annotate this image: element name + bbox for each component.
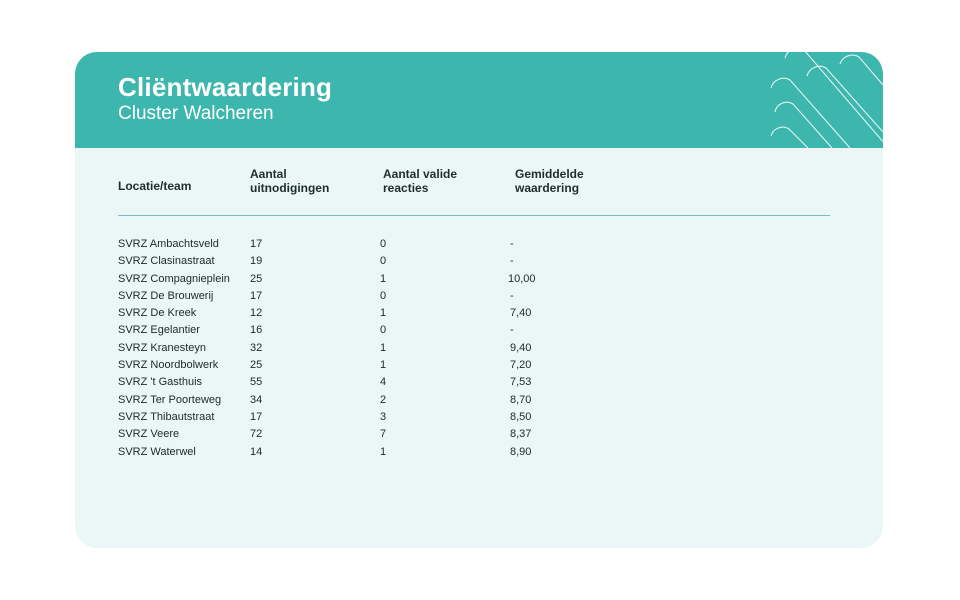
cell-invitations: 17 — [250, 410, 263, 423]
cell-responses: 4 — [380, 376, 387, 389]
cell-invitations: 34 — [250, 393, 263, 406]
cell-invitations: 25 — [250, 359, 263, 372]
cell-rating: 7,53 — [510, 376, 532, 389]
table-row — [75, 341, 883, 358]
header-divider — [118, 215, 830, 216]
cell-invitations: 17 — [250, 238, 263, 250]
cell-invitations: 12 — [250, 307, 263, 320]
cell-location: SVRZ Ter Poorteweg — [118, 393, 222, 406]
cell-invitations: 16 — [250, 324, 263, 337]
cell-location: SVRZ 't Gasthuis — [118, 376, 203, 389]
cell-invitations: 32 — [250, 341, 263, 354]
column-header-rating-line2: waardering — [515, 181, 580, 195]
table-row — [75, 427, 883, 444]
cell-responses: 0 — [380, 255, 387, 268]
cell-responses: 1 — [380, 272, 387, 285]
cell-responses: 1 — [380, 341, 387, 354]
table-row — [75, 254, 883, 271]
column-header-responses-line1: Aantal valide — [383, 167, 458, 181]
cell-responses: 0 — [380, 238, 387, 250]
column-header-invitations-line1: Aantal — [250, 167, 287, 181]
cell-rating: - — [510, 238, 514, 250]
table-row — [75, 375, 883, 392]
cell-rating: 10,00 — [508, 272, 536, 285]
cell-location: SVRZ Veere — [118, 428, 180, 441]
column-header-responses — [383, 167, 457, 195]
cell-responses: 1 — [380, 359, 387, 372]
cell-location: SVRZ Clasinastraat — [118, 255, 215, 268]
table-row — [75, 393, 883, 410]
cell-location: SVRZ Ambachtsveld — [118, 238, 219, 250]
cell-location: SVRZ Noordbolwerk — [118, 359, 219, 372]
cell-invitations: 55 — [250, 376, 263, 389]
cell-responses: 1 — [380, 445, 387, 458]
decorative-lines-graphic — [675, 52, 883, 148]
column-header-rating-line1: Gemiddelde — [515, 167, 584, 181]
cell-responses: 3 — [380, 410, 387, 423]
cell-rating: - — [510, 324, 514, 337]
cell-invitations: 25 — [250, 272, 263, 285]
cell-invitations: 14 — [250, 445, 263, 458]
cell-invitations: 17 — [250, 289, 263, 302]
cell-rating: 7,20 — [510, 359, 532, 372]
cell-rating: 9,40 — [510, 341, 532, 354]
table-row — [75, 237, 883, 254]
report-card — [75, 52, 883, 548]
cell-rating: - — [510, 255, 514, 268]
table-row — [75, 358, 883, 375]
page-title: Cliëntwaardering — [118, 72, 333, 102]
cell-location: SVRZ De Kreek — [118, 307, 197, 320]
cell-location: SVRZ Egelantier — [118, 324, 200, 337]
column-header-location-text: Locatie/team — [118, 179, 192, 193]
cell-rating: 7,40 — [510, 307, 532, 320]
column-header-invitations — [250, 167, 329, 195]
cell-responses: 7 — [380, 428, 387, 441]
cell-location: SVRZ Kranesteyn — [118, 341, 207, 354]
cell-responses: 1 — [380, 307, 387, 320]
table-row — [75, 289, 883, 306]
cell-responses: 2 — [380, 393, 387, 406]
table-row — [75, 323, 883, 340]
cell-rating: 8,90 — [510, 445, 532, 458]
column-header-location — [118, 179, 191, 193]
cell-location: SVRZ Thibautstraat — [118, 410, 215, 423]
cell-invitations: 72 — [250, 428, 263, 441]
column-header-responses-line2: reacties — [383, 181, 429, 195]
page-subtitle: Cluster Walcheren — [118, 103, 274, 124]
cell-rating: 8,70 — [510, 393, 532, 406]
cell-location: SVRZ Waterwel — [118, 445, 196, 458]
table-body — [75, 237, 883, 462]
column-header-invitations-line2: uitnodigingen — [250, 181, 330, 195]
table-row — [75, 306, 883, 323]
cell-rating: - — [510, 289, 514, 302]
table-row — [75, 272, 883, 289]
column-header-rating — [515, 167, 584, 195]
cell-rating: 8,50 — [510, 410, 532, 423]
cell-location: SVRZ De Brouwerij — [118, 289, 214, 302]
cell-responses: 0 — [380, 289, 387, 302]
table-row — [75, 445, 883, 462]
card-header — [75, 52, 883, 148]
table-row — [75, 410, 883, 427]
cell-location: SVRZ Compagnieplein — [118, 272, 230, 285]
cell-rating: 8,37 — [510, 428, 532, 441]
cell-invitations: 19 — [250, 255, 263, 268]
cell-responses: 0 — [380, 324, 387, 337]
